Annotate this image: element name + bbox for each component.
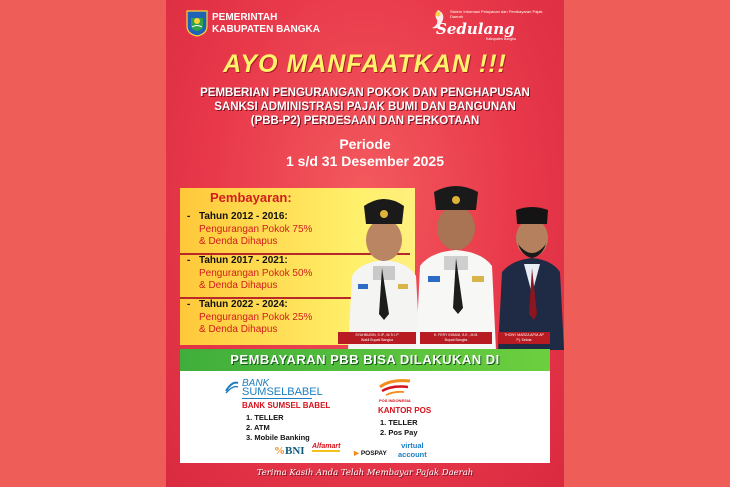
bni-logo: %BNI bbox=[274, 445, 305, 457]
program-title-line-2: SANKSI ADMINISTRASI PAJAK BUMI DAN BANGUNAN bbox=[214, 101, 516, 113]
sedulang-sub: Kabupaten Bangka bbox=[486, 37, 516, 41]
bank-channel-list: 1. TELLER 2. ATM 3. Mobile Banking bbox=[246, 413, 310, 442]
payment-title: Pembayaran: bbox=[210, 190, 292, 205]
bni-mark-icon: % bbox=[274, 445, 285, 457]
thank-you-note: Terima Kasih Anda Telah Membayar Pajak Daerah bbox=[256, 468, 474, 478]
officials-photo bbox=[338, 184, 564, 350]
official-caption-1: SYAHBUDIN, S.IP., M.Tr.I.P Wakil Bupati Bangka bbox=[338, 332, 416, 344]
pos-indonesia-logo-icon bbox=[378, 377, 412, 397]
program-title bbox=[186, 86, 544, 128]
program-title-line-3: (PBB-P2) PERDESAAN DAN PERKOTAAN bbox=[250, 115, 480, 127]
kabupaten-bangka-emblem-icon bbox=[186, 10, 208, 37]
official-caption-2: H. FERY INSANI, S.E., M.M. Bupati Bangka bbox=[420, 332, 492, 344]
poster bbox=[166, 0, 564, 487]
period-row-3-years: - Tahun 2022 - 2024: bbox=[187, 299, 288, 310]
program-title-line-1: PEMBERIAN PENGURANGAN POKOK DAN PENGHAPUSAN bbox=[200, 87, 530, 99]
sedulang-tagline: Sistem Informasi Pelayanan dan Pembayaran Pajak Daerah bbox=[450, 9, 543, 19]
channels-banner bbox=[180, 349, 550, 371]
sedulang-logo bbox=[428, 6, 548, 42]
channels-title: PEMBAYARAN PBB BISA DILAKUKAN DI bbox=[230, 352, 500, 367]
bank-logo-underline bbox=[242, 398, 312, 399]
payment-channels-panel bbox=[180, 371, 550, 463]
government-name bbox=[212, 12, 320, 36]
gov-line-1: PEMERINTAH bbox=[212, 12, 278, 23]
poster-header bbox=[166, 0, 564, 48]
pospay-mark-icon: ▶ bbox=[354, 450, 359, 457]
alfamart-logo: Alfamart bbox=[312, 443, 341, 450]
period-row-1-desc: Pengurangan Pokok 75% & Denda Dihapus bbox=[199, 224, 313, 247]
pospay-logo: ▶ POSPAY bbox=[354, 450, 387, 457]
period-row-2-desc: Pengurangan Pokok 50% & Denda Dihapus bbox=[199, 268, 313, 291]
official-caption-3: THONY MARZA AP.M.AP Pj. Sekda bbox=[498, 332, 550, 344]
period-range: 1 s/d 31 Desember 2025 bbox=[286, 153, 444, 169]
gov-line-2: KABUPATEN BANGKA bbox=[212, 24, 320, 35]
official-center-figure bbox=[416, 186, 496, 350]
pos-channel-list: 1. TELLER 2. Pos Pay bbox=[380, 418, 418, 437]
poster-footer bbox=[166, 465, 564, 487]
bank-sumselbabel-logo-icon bbox=[224, 379, 240, 395]
period-row-3-desc: Pengurangan Pokok 25% & Denda Dihapus bbox=[199, 312, 313, 335]
official-left-figure bbox=[348, 199, 420, 350]
bank-logo-text: BANK SUMSELBABEL bbox=[242, 378, 323, 398]
headline: AYO MANFAATKAN !!! bbox=[223, 50, 507, 78]
period-row-2-years: - Tahun 2017 - 2021: bbox=[187, 255, 288, 266]
virtual-account-logo: virtual account bbox=[398, 441, 427, 459]
official-right-figure bbox=[498, 207, 564, 350]
period-row-1-years: - Tahun 2012 - 2016: bbox=[187, 211, 288, 222]
period bbox=[166, 136, 564, 170]
period-label: Periode bbox=[339, 136, 391, 152]
bank-name: BANK SUMSEL BABEL bbox=[242, 401, 331, 410]
pos-name: KANTOR POS bbox=[378, 406, 432, 415]
sedulang-name: Sedulang bbox=[436, 20, 515, 38]
pos-logo-text: POS INDONESIA bbox=[379, 398, 411, 403]
